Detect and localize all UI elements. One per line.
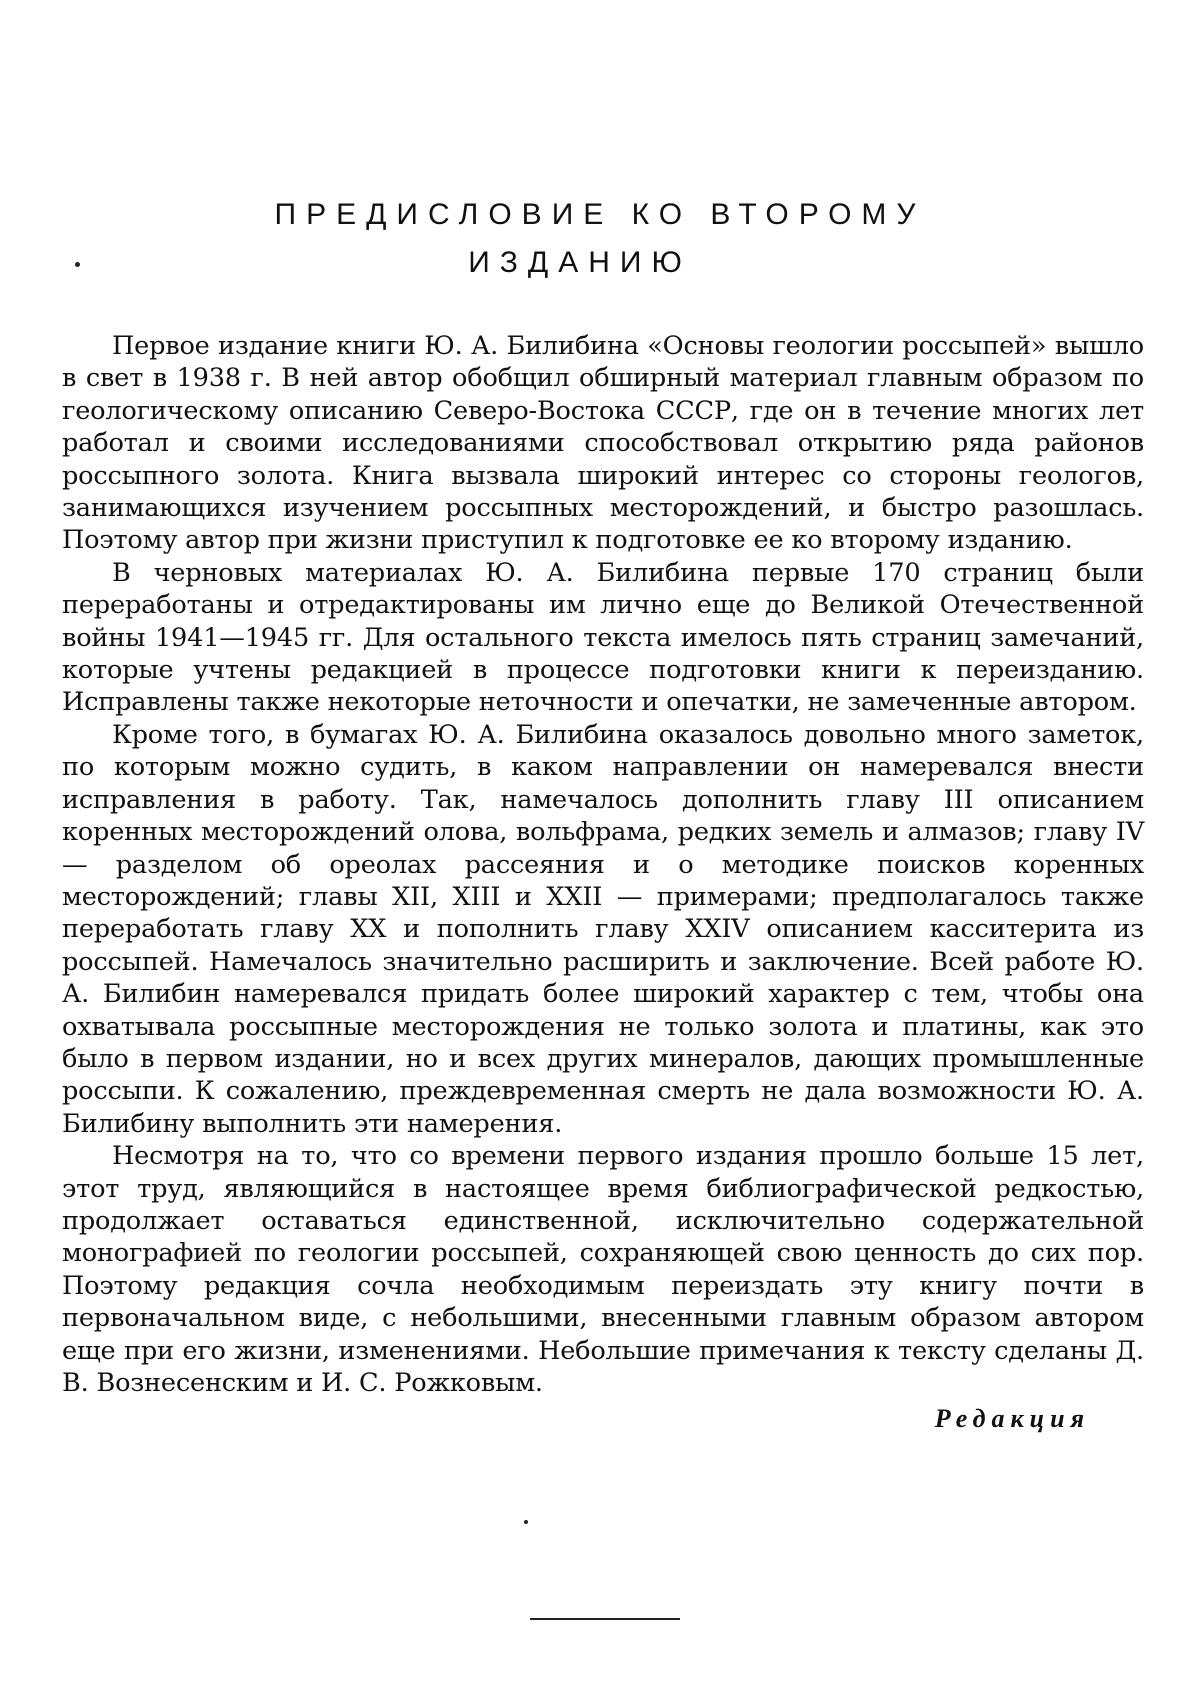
signature-editorial: Редакция (934, 1404, 1090, 1433)
print-speck (524, 1520, 528, 1524)
end-rule (530, 1618, 680, 1620)
paragraph-1: Первое издание книги Ю. А. Билибина «Основы геологии россыпей» вышло в свет в 1938 г. В ней автор обобщил обширный материал главным образом по геологическому описанию Северо-Востока СССР, где он в течение многих лет работал и своими исследованиями способствовал открытию ряда районов россыпного золота. Книга вызвала широкий интерес со стороны геологов, занимающихся изучением россыпных месторождений, и быстро разошлась. Поэтому автор при жизни приступил к подготовке ее ко второму изданию. (62, 331, 1144, 556)
page-title-line-1: ПРЕДИСЛОВИЕ КО ВТОРОМУ (274, 198, 926, 231)
paragraph-3: Кроме того, в бумагах Ю. А. Билибина оказалось довольно много заметок, по которым можно судить, в каком направлении он намеревался внести исправления в работу. Так, намечалось дополнить главу III описанием коренных месторождений олова, вольфрама, редких земель и алмазов; главу IV — разделом об ореолах рассеяния и о методике поисков коренных месторождений; главы XII, XIII и XXII — примерами; предполагалось также переработать главу XX и пополнить главу XXIV описанием касситерита из россыпей. Намечалось значительно расширить и заключение. Всей работе Ю. А. Билибин намеревался придать более широкий характер с тем, чтобы она охватывала россыпные месторождения не только золота и платины, как это было в первом издании, но и всех других минералов, дающих промышленные россыпи. К сожалению, преждевременная смерть не дала возможности Ю. А. Билибину выполнить эти намерения. (62, 719, 1144, 1139)
paragraph-2: В черновых материалах Ю. А. Билибина первые 170 страниц были переработаны и отредактированы им лично еще до Великой Отечественной войны 1941—1945 гг. Для остального текста имелось пять страниц замечаний, которые учтены редакцией в процессе подготовки книги к переизданию. Исправлены также некоторые неточности и опечатки, не замеченные автором. (62, 557, 1144, 718)
page-title-line-2: ИЗДАНИЮ (468, 246, 692, 279)
print-speck (75, 262, 80, 267)
preface-body (62, 330, 1144, 1399)
paragraph-4: Несмотря на то, что со времени первого издания прошло больше 15 лет, этот труд, являющийся в настоящее время библиографической редкостью, продолжает оставаться единственной, исключительно содержательной монографией по геологии россыпей, сохраняющей свою ценность до сих пор. Поэтому редакция сочла необходимым переиздать эту книгу почти в первоначальном виде, с небольшими, внесенными главным образом автором еще при его жизни, изменениями. Небольшие примечания к тексту сделаны Д. В. Вознесенским и И. С. Рожковым. (62, 1141, 1144, 1398)
